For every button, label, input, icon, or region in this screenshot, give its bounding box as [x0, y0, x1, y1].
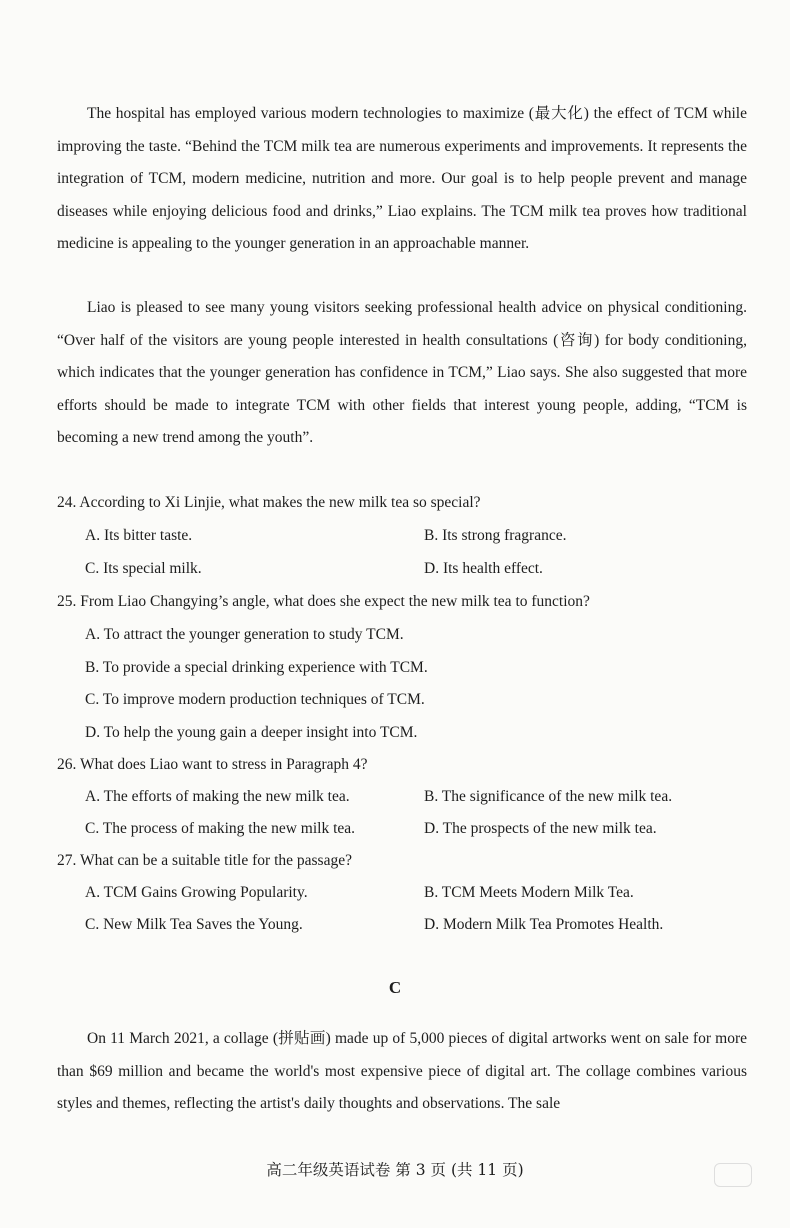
question-27-option-d: D. Modern Milk Tea Promotes Health. — [424, 916, 664, 933]
section-heading-c: C — [388, 978, 402, 997]
question-26-stem: 26. What does Liao want to stress in Paragraph 4? — [57, 756, 368, 773]
watermark-icon — [714, 1163, 752, 1187]
question-26-option-a: A. The efforts of making the new milk tea. — [85, 788, 350, 805]
question-27-option-a: A. TCM Gains Growing Popularity. — [85, 884, 308, 901]
question-26-option-c: C. The process of making the new milk tea. — [85, 820, 356, 837]
question-27-stem: 27. What can be a suitable title for the passage? — [57, 852, 352, 869]
question-25-stem: 25. From Liao Changying’s angle, what does she expect the new milk tea to function? — [57, 593, 590, 610]
question-26-option-d: D. The prospects of the new milk tea. — [424, 820, 657, 837]
question-24-stem: 24. According to Xi Linjie, what makes the new milk tea so special? — [57, 494, 481, 511]
question-27-option-b: B. TCM Meets Modern Milk Tea. — [424, 884, 634, 901]
question-24-option-a: A. Its bitter taste. — [85, 527, 193, 544]
question-26-option-b: B. The significance of the new milk tea. — [424, 788, 673, 805]
page-footer: 高二年级英语试卷 第 3 页 (共 11 页) — [266, 1161, 524, 1179]
question-27-option-c: C. New Milk Tea Saves the Young. — [85, 916, 303, 933]
passage-c-paragraph-1: On 11 March 2021, a collage (拼贴画) made up of 5,000 pieces of digital artworks went on sale for more than $69 million and became the world's most expensive piece of digital art. The collage combines various styles and themes, reflecting the artist's daily thoughts and observations. The sale — [57, 1030, 747, 1112]
question-25-option-b: B. To provide a special drinking experience with TCM. — [85, 659, 428, 676]
passage-paragraph-3: The hospital has employed various modern technologies to maximize (最大化) the effect of TCM while improving the taste. “Behind the TCM milk tea are numerous experiments and improvements. It represents the integration of TCM, modern medicine, nutrition and more. Our goal is to help people prevent and manage diseases while enjoying delicious food and drinks,” Liao explains. The TCM milk tea proves how traditional medicine is appealing to the younger generation in an approachable manner. — [57, 105, 747, 252]
question-25-option-d: D. To help the young gain a deeper insight into TCM. — [85, 724, 418, 741]
question-25-option-a: A. To attract the younger generation to study TCM. — [85, 626, 404, 643]
question-25-option-c: C. To improve modern production techniques of TCM. — [85, 691, 425, 708]
question-24-option-d: D. Its health effect. — [424, 560, 543, 577]
question-24-option-c: C. Its special milk. — [85, 560, 202, 577]
question-24-option-b: B. Its strong fragrance. — [424, 527, 567, 544]
passage-paragraph-4: Liao is pleased to see many young visitors seeking professional health advice on physical conditioning. “Over half of the visitors are young people interested in health consultations (咨询) for body conditioning, which indicates that the younger generation has confidence in TCM,” Liao says. She also suggested that more efforts should be made to integrate TCM with other fields that interest young people, adding, “TCM is becoming a new trend among the youth”. — [57, 299, 747, 446]
